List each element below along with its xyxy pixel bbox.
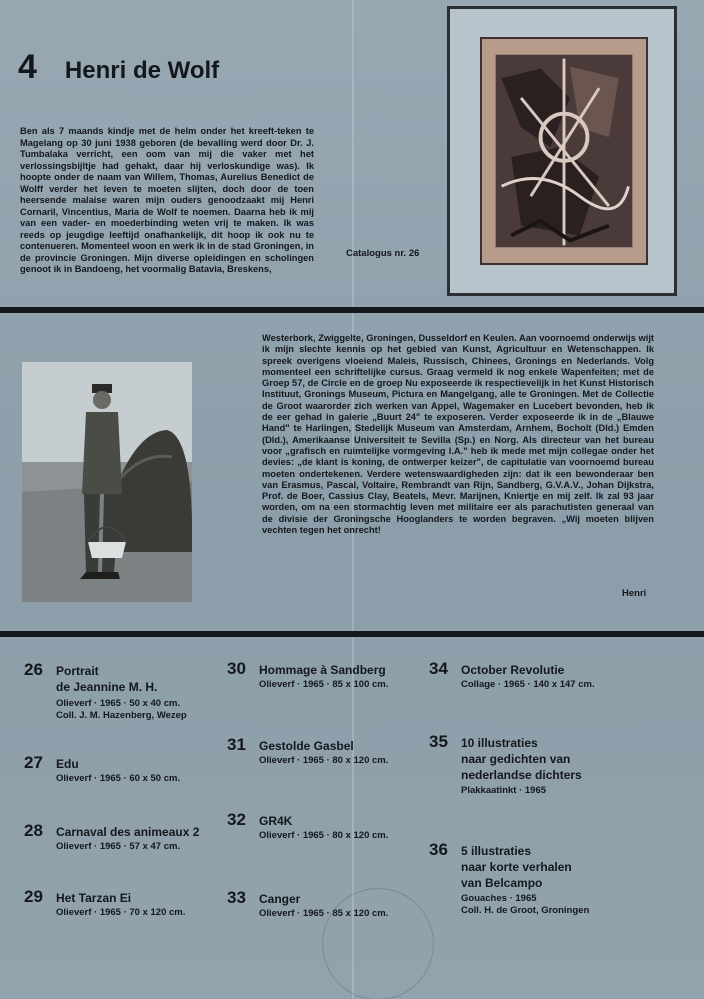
work-number: 32 [227, 810, 246, 829]
work-title: Gestolde Gasbel [259, 739, 354, 753]
artwork-image [480, 37, 648, 265]
signature: Henri [622, 588, 647, 599]
work-number: 28 [24, 821, 43, 840]
work-details: Olieverf · 1965 · 80 x 120 cm. [259, 830, 389, 841]
work-title: Hommage à Sandberg [259, 663, 386, 677]
work-title: 5 illustraties naar korte verhalen van Belcampo [461, 844, 572, 890]
work-details: Collage · 1965 · 140 x 147 cm. [461, 679, 595, 690]
work-details: Plakkaatinkt · 1965 [461, 785, 547, 796]
work-number: 29 [24, 887, 43, 906]
work-details: Gouaches · 1965 Coll. H. de Groot, Groningen [461, 893, 590, 916]
work-details: Olieverf · 1965 · 70 x 120 cm. [56, 907, 186, 918]
work-details: Olieverf · 1965 · 60 x 50 cm. [56, 773, 181, 784]
artist-photo [22, 362, 192, 602]
artwork-reproduction [447, 6, 677, 296]
work-number: 36 [429, 840, 448, 859]
work-title: Het Tarzan Ei [56, 891, 132, 905]
work-number: 30 [227, 659, 246, 678]
paper-stain [322, 888, 434, 999]
work-number: 34 [429, 659, 448, 678]
work-details: Olieverf · 1965 · 80 x 120 cm. [259, 755, 389, 766]
work-title: 10 illustraties naar gedichten van nederlandse dichters [461, 736, 582, 782]
work-number: 26 [24, 660, 43, 679]
work-title: Portrait de Jeannine M. H. [56, 664, 158, 694]
work-details: Olieverf · 1965 · 57 x 47 cm. [56, 841, 181, 852]
work-title: GR4K [259, 814, 293, 828]
work-details: Olieverf · 1965 · 85 x 120 cm. [259, 908, 389, 919]
work-title: Edu [56, 757, 79, 771]
work-number: 27 [24, 753, 43, 772]
work-details: Olieverf · 1965 · 50 x 40 cm. Coll. J. M. Hazenberg, Wezep [56, 698, 187, 721]
biography-part-2: Westerbork, Zwiggelte, Groningen, Dusseldorf en Keulen. Aan voornoemd onderwijs wijt ik mijn slechte kennis op het gebied van Kunst, Agricultuur en Wetenschappen. Ik spreek overigens vloeiend Maleis, Russisch, Chinees, Gronings en Nederlands. Volg momenteel een schriftelijke cursus. Graag vermeld ik nog enkele Wapenfeiten; met de Groep 57, de Circle en de groep Nu exposeerde ik respectievelijk in het Kunst Historisch Instituut, Gronings Museum, Pictura en Mangelgang, alle te Groningen. Met de Collectie de Groot waarorder zich werken van Appel, Wagemaker en Lucebert bevonden, heb ik de eer gehad in galerie „Buurt 24" te exposeren. Verder exposeerde ik in de „Blauwe Hand" te Harlingen, Stedelijk Museum van Amsterdam, Arnhem, Bocholt (Dld.) Emden (Dld.), Amerikaanse Universiteit te Sevilla (Sp.) en Norg. Als directeur van het bureau voor „grafisch en ruimtelijke vormgeving I.A." heb ik mede met mijn collegae onder het devies: „de klant is koning, de ontwerper keizer", de capitulatie van voornoemd bureau moeten ondertekenen. Verdere wetenswaardigheden zijn: dat ik een bewonderaar ben van Erasmus, Pascal, Voltaire, Rembrandt van Rijn, Sandberg, G.V.A.V., Johan Dijkstra, Prof. de Boer, Cassius Clay, Beatels, Mevr. Marijnen, Kniertje en mij zelf. Ik zal 93 jaar worden, om na een stormachtig leven met militaire eer als parachutisten generaal van de divisie der Groningsche Hooglanders te worden begraven. „Wij moeten blijven vechten tegen het onrecht! [262, 333, 654, 536]
artist-number: 4 [18, 48, 37, 86]
work-number: 31 [227, 735, 246, 754]
work-details: Olieverf · 1965 · 85 x 100 cm. [259, 679, 389, 690]
artist-header [18, 48, 219, 87]
work-title: October Revolutie [461, 663, 565, 677]
divider-top [0, 307, 704, 313]
biography-part-1: Ben als 7 maands kindje met de helm onder het kreeft-teken te Magelang op 30 juni 1938 geboren (de bevalling werd door Dr. J. Tumbalaka verricht, een oom van mij die vaker met het verlossingsbijltje had gehakt, daar hij verloskundige was). Ik hoopte onder de naam van Willem, Thomas, Aurelius Benedict de Wolff verder het leven te moeten slijten, doch door de toen heersende malaise waren mijn ouders genoodzaakt mij Henri Cornaril, Vincentius, Maria de Wolf te noemen. Daarna heb ik mij van een vader- en moederbinding weten vrij te maken. Ik was reeds op jeugdige leeftijd onafhankelijk, dit hoop ik ook nu te contenueren. Momenteel woon en werk ik in de stad Groningen, in de provincie Groningen. Mijn diverse opleidingen en scholingen genoot ik in Bandoeng, het voormalig Batavia, Breskens, [20, 126, 314, 274]
catalogue-reference: Catalogus nr. 26 [346, 248, 420, 259]
work-number: 33 [227, 888, 246, 907]
divider-bottom [0, 631, 704, 637]
artist-name: Henri de Wolf [64, 57, 220, 84]
work-number: 35 [429, 732, 448, 751]
work-title: Carnaval des animeaux 2 [56, 825, 200, 839]
work-title: Canger [259, 892, 301, 906]
